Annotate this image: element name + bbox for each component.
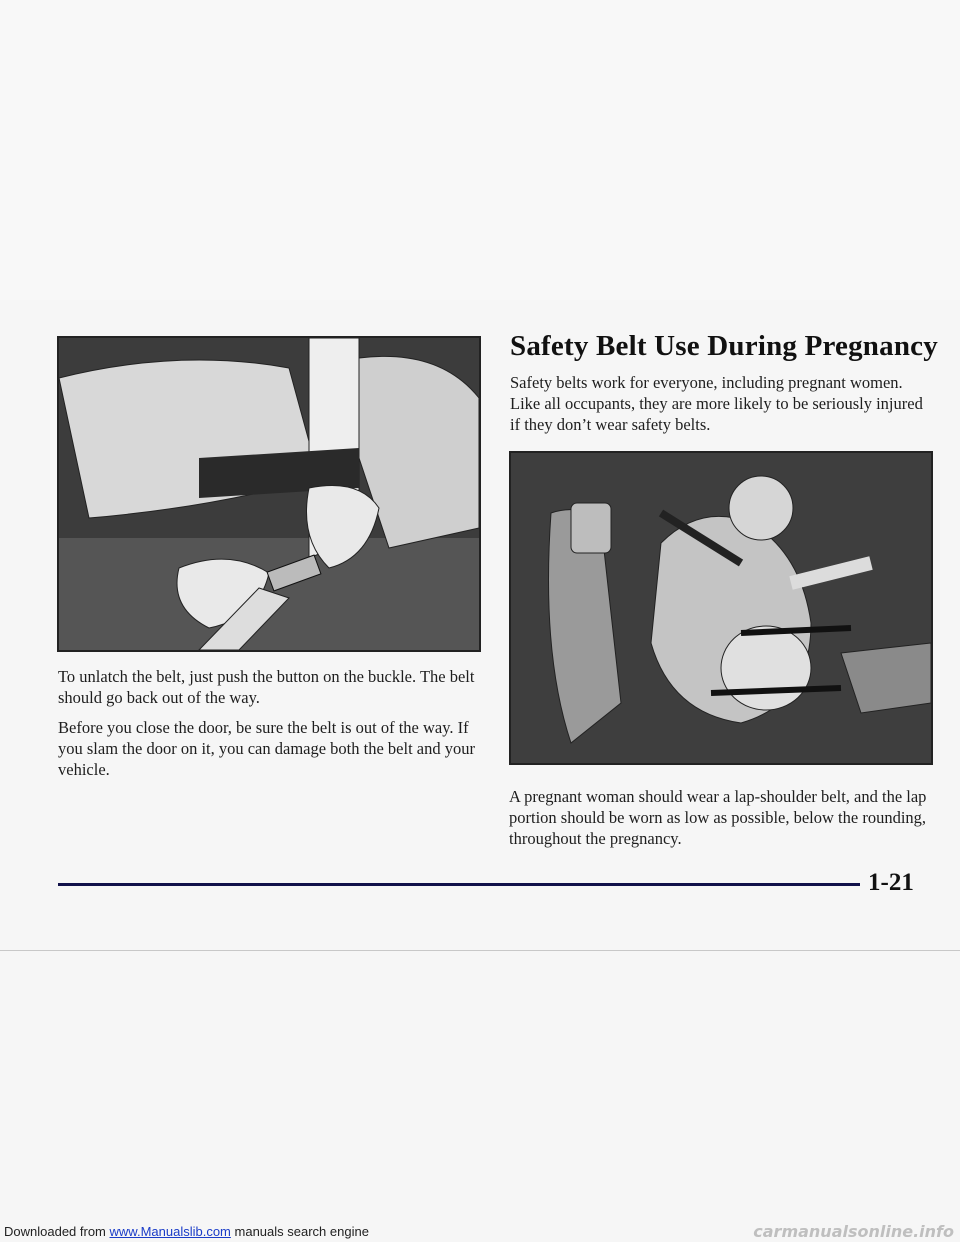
- footer-suffix: manuals search engine: [234, 1224, 369, 1239]
- page-top-margin: [0, 0, 960, 300]
- pregnant-occupant-illustration: [509, 451, 933, 765]
- download-footer: [0, 1222, 960, 1242]
- manualslib-link[interactable]: www.Manualslib.com: [109, 1224, 231, 1239]
- door-paragraph: Before you close the door, be sure the belt is out of the way. If you slam the door on it, you can damage both the belt and your vehicle.: [58, 718, 475, 779]
- section-title: Safety Belt Use During Pregnancy: [510, 330, 938, 362]
- page-number: 1-21: [868, 869, 914, 896]
- footer-rule: [58, 883, 860, 886]
- footer-prefix: Downloaded from: [4, 1224, 106, 1239]
- belt-buckle-illustration: [57, 336, 481, 652]
- scan-edge-line: [0, 950, 960, 951]
- unlatch-paragraph: To unlatch the belt, just push the button on the buckle. The belt should go back out of the way.: [58, 667, 475, 707]
- watermark: carmanualsonline.info: [753, 1222, 954, 1241]
- pregnant-paragraph: A pregnant woman should wear a lap-shoulder belt, and the lap portion should be worn as low as possible, below the rounding, throughout the pregnancy.: [509, 787, 927, 848]
- intro-paragraph: Safety belts work for everyone, including pregnant women. Like all occupants, they are more likely to be seriously injured if they don’t wear safety belts.: [510, 373, 923, 434]
